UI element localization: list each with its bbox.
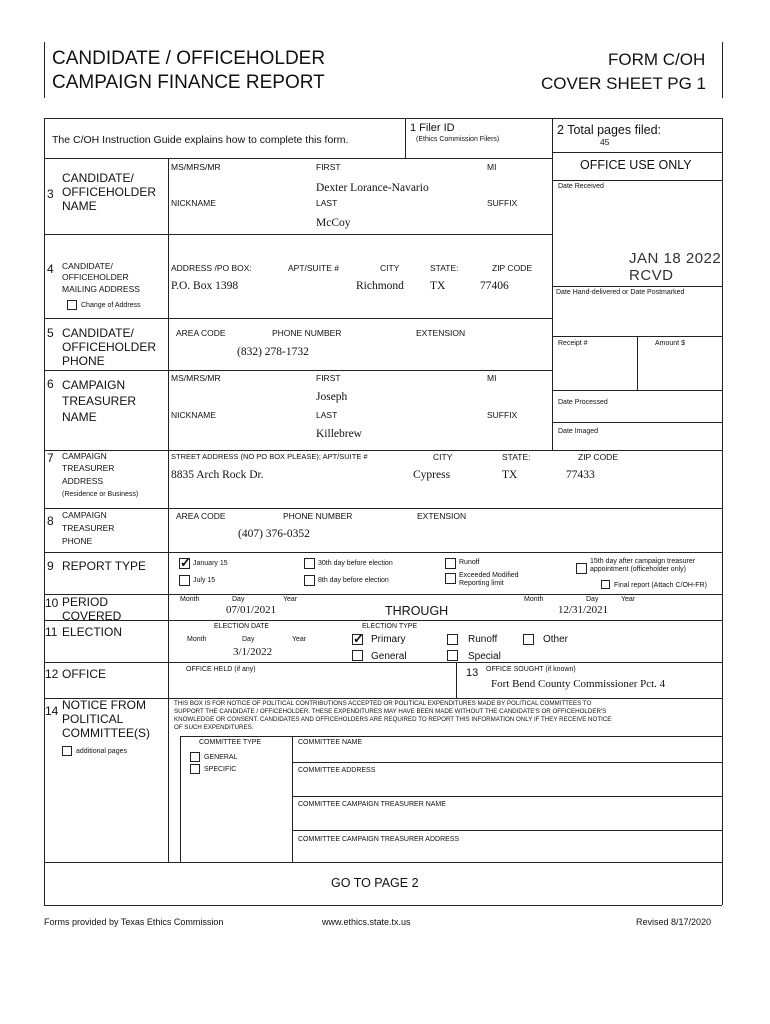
committee-name-label: COMMITTEE NAME [298, 739, 363, 746]
period-start-year-label: Year [283, 596, 298, 603]
report-runoff-checkbox[interactable] [445, 558, 456, 569]
section-4-label2: OFFICEHOLDER [62, 272, 129, 282]
section-14-label1: NOTICE FROM [62, 698, 146, 712]
period-start-month-label: Month [180, 596, 200, 603]
total-pages-value[interactable]: 45 [600, 137, 610, 147]
office-sought-label: OFFICE SOUGHT (if known) [486, 666, 576, 673]
section-7-label1: CAMPAIGN [62, 451, 107, 461]
section-8-label2: TREASURER [62, 523, 115, 533]
go-to-page-2: GO TO PAGE 2 [331, 876, 419, 890]
candidate-mi-label: MI [487, 162, 497, 172]
candidate-first-value[interactable]: Dexter Lorance-Navario [316, 182, 429, 194]
section-5-number: 5 [47, 326, 54, 340]
received-stamp: JAN 18 2022 RCVD [629, 250, 722, 284]
total-pages-label: 2 Total pages filed: [557, 123, 662, 137]
section-14-label2: POLITICAL [62, 712, 124, 726]
report-15day-checkbox[interactable] [576, 563, 587, 574]
report-exceeded-label2: Reporting limit [459, 580, 504, 587]
treasurer-first-label: FIRST [316, 373, 341, 383]
section-7-label4: (Residence or Business) [62, 491, 139, 498]
section-3-label2: OFFICEHOLDER [62, 185, 157, 199]
notice-line-4: OF SUCH EXPENDITURES. [174, 724, 254, 731]
treasurer-first-value[interactable]: Joseph [316, 391, 348, 403]
election-day-label: Day [242, 636, 255, 643]
treasurer-ms-label: MS/MRS/MR [171, 373, 221, 383]
section-11-number: 11 [45, 625, 58, 639]
mail-city-label: CITY [380, 263, 400, 273]
treasurer-city-label: CITY [433, 452, 453, 462]
treasurer-phone-label: PHONE NUMBER [283, 511, 353, 521]
treasurer-city-value[interactable]: Cypress [413, 469, 451, 481]
treasurer-street-value[interactable]: 8835 Arch Rock Dr. [171, 469, 264, 481]
mail-state-label: STATE: [430, 263, 459, 273]
candidate-last-label: LAST [316, 198, 338, 208]
treasurer-zip-label: ZIP CODE [578, 452, 618, 462]
election-general-label: General [371, 651, 407, 662]
change-of-address-checkbox[interactable] [67, 300, 77, 310]
election-runoff-checkbox[interactable] [447, 634, 458, 645]
election-month-label: Month [187, 636, 207, 643]
office-sought-value[interactable]: Fort Bend County Commissioner Pct. 4 [491, 678, 666, 690]
footer-provided-by: Forms provided by Texas Ethics Commission [44, 917, 224, 927]
committee-specific-checkbox[interactable] [190, 764, 200, 774]
filer-id-label: 1 Filer ID [410, 122, 455, 134]
report-jul15-label: July 15 [193, 577, 216, 584]
through-label: THROUGH [385, 604, 449, 618]
instruction-text: The C/OH Instruction Guide explains how to complete this form. [52, 134, 349, 146]
footer-revised: Revised 8/17/2020 [636, 917, 712, 927]
section-8-label1: CAMPAIGN [62, 510, 107, 520]
candidate-first-label: FIRST [316, 162, 341, 172]
committee-type-label: COMMITTEE TYPE [199, 739, 262, 746]
section-8-number: 8 [47, 514, 54, 528]
period-end-month-label: Month [524, 596, 544, 603]
filer-id-sublabel: (Ethics Commission Filers) [416, 136, 500, 143]
committee-specific-label: SPECIFIC [204, 766, 237, 773]
section-9-label: REPORT TYPE [62, 559, 147, 573]
form-title-line2: CAMPAIGN FINANCE REPORT [52, 72, 325, 93]
section-4-number: 4 [47, 262, 54, 276]
section-5-label2: OFFICEHOLDER [62, 340, 157, 354]
additional-pages-label: additional pages [76, 748, 127, 755]
treasurer-mi-label: MI [487, 373, 497, 383]
election-general-checkbox[interactable] [352, 650, 363, 661]
section-12-label: OFFICE [62, 667, 106, 681]
treasurer-last-value[interactable]: Killebrew [316, 428, 362, 440]
election-type-label: ELECTION TYPE [362, 623, 418, 630]
treasurer-nickname-label: NICKNAME [171, 410, 216, 420]
election-other-checkbox[interactable] [523, 634, 534, 645]
election-date-value[interactable]: 3/1/2022 [233, 646, 273, 658]
election-primary-label: Primary [371, 634, 406, 645]
section-5-label1: CANDIDATE/ [62, 326, 134, 340]
mail-address-label: ADDRESS /PO BOX: [171, 263, 252, 273]
section-7-label2: TREASURER [62, 463, 115, 473]
candidate-phone-value[interactable]: (832) 278-1732 [237, 346, 309, 358]
date-imaged-label: Date Imaged [558, 428, 599, 435]
section-3-label3: NAME [62, 199, 97, 213]
election-date-label: ELECTION DATE [214, 623, 270, 630]
hand-delivered-label: Date Hand-delivered or Date Postmarked [556, 289, 685, 296]
committee-treasurer-address-label: COMMITTEE CAMPAIGN TREASURER ADDRESS [298, 836, 460, 843]
section-6-label3: NAME [62, 410, 97, 424]
section-4-label3: MAILING ADDRESS [62, 284, 140, 294]
report-8day-checkbox[interactable] [304, 575, 315, 586]
treasurer-phone-value[interactable]: (407) 376-0352 [238, 528, 310, 540]
report-runoff-label: Runoff [459, 559, 480, 566]
report-jan15-checkbox[interactable] [179, 558, 190, 569]
candidate-last-value[interactable]: McCoy [316, 217, 351, 229]
report-15day-label1: 15th day after campaign treasurer [590, 558, 696, 565]
section-7-number: 7 [47, 451, 54, 465]
period-start-day-label: Day [232, 596, 245, 603]
candidate-area-code-label: AREA CODE [176, 328, 226, 338]
committee-treasurer-name-label: COMMITTEE CAMPAIGN TREASURER NAME [298, 801, 446, 808]
candidate-ms-label: MS/MRS/MR [171, 162, 221, 172]
election-special-label: Special [468, 651, 501, 662]
report-8day-label: 8th day before election [318, 577, 389, 584]
treasurer-area-code-label: AREA CODE [176, 511, 226, 521]
report-final-checkbox[interactable] [601, 580, 610, 589]
section-4-label1: CANDIDATE/ [62, 261, 113, 271]
report-exceeded-label1: Exceeded Modified [459, 572, 519, 579]
section-3-number: 3 [47, 187, 54, 201]
section-5-label3: PHONE [62, 354, 105, 368]
report-final-label: Final report (Attach C/OH-FR) [614, 582, 707, 589]
election-runoff-label: Runoff [468, 634, 498, 645]
form-subtitle: COVER SHEET PG 1 [541, 74, 707, 93]
mail-zip-value[interactable]: 77406 [480, 280, 509, 292]
section-12-number: 12 [45, 667, 59, 681]
period-end-year-label: Year [621, 596, 636, 603]
committee-address-label: COMMITTEE ADDRESS [298, 767, 376, 774]
election-special-checkbox[interactable] [447, 650, 458, 661]
report-15day-label2: appointment (officeholder only) [590, 566, 686, 573]
section-13-number: 13 [466, 667, 479, 679]
mail-zip-label: ZIP CODE [492, 263, 532, 273]
form-name: FORM C/OH [608, 50, 706, 69]
period-end-day-label: Day [586, 596, 599, 603]
treasurer-suffix-label: SUFFIX [487, 410, 518, 420]
candidate-phone-label: PHONE NUMBER [272, 328, 342, 338]
mail-state-value[interactable]: TX [430, 280, 446, 292]
mail-address-value[interactable]: P.O. Box 1398 [171, 280, 239, 292]
section-14-number: 14 [45, 704, 59, 718]
committee-general-label: GENERAL [204, 754, 238, 761]
additional-pages-checkbox[interactable] [62, 746, 72, 756]
amount-label: Amount $ [655, 340, 685, 347]
report-jan15-label: January 15 [193, 560, 228, 567]
notice-line-3: KNOWLEDGE OR CONSENT. CANDIDATES AND OFFICEHOLDERS ARE REQUIRED TO REPORT THIS INFORMATION ONLY IF THEY RECEIVE NOTICE [174, 716, 612, 723]
receipt-label: Receipt # [558, 340, 588, 347]
office-held-label: OFFICE HELD (if any) [186, 666, 256, 673]
election-primary-checkbox[interactable] [352, 634, 363, 645]
treasurer-last-label: LAST [316, 410, 338, 420]
section-3-label1: CANDIDATE/ [62, 171, 134, 185]
office-use-title: OFFICE USE ONLY [580, 158, 692, 172]
section-9-number: 9 [47, 559, 54, 573]
date-received-label: Date Received [558, 183, 604, 190]
period-end-value[interactable]: 12/31/2021 [558, 604, 609, 616]
form-title-line1: CANDIDATE / OFFICEHOLDER [52, 48, 326, 69]
report-30day-label: 30th day before election [318, 560, 393, 567]
committee-general-checkbox[interactable] [190, 752, 200, 762]
candidate-nickname-label: NICKNAME [171, 198, 216, 208]
footer-website: www.ethics.state.tx.us [322, 917, 411, 927]
candidate-extension-label: EXTENSION [416, 328, 466, 338]
section-14-label3: COMMITTEE(S) [62, 726, 150, 740]
change-of-address-label: Change of Address [81, 302, 141, 309]
mail-apt-label: APT/SUITE # [288, 263, 340, 273]
treasurer-street-label: STREET ADDRESS (NO PO BOX PLEASE); APT/SUITE # [171, 452, 368, 461]
report-exceeded-checkbox[interactable] [445, 573, 456, 584]
section-10-number: 10 [45, 596, 59, 610]
election-year-label: Year [292, 636, 307, 643]
notice-line-1: THIS BOX IS FOR NOTICE OF POLITICAL CONTRIBUTIONS ACCEPTED OR POLITICAL EXPENDITURES MADE BY POLITICAL COMMITTEES TO [174, 700, 592, 707]
section-8-label3: PHONE [62, 536, 93, 546]
mail-city-value[interactable]: Richmond [356, 280, 404, 292]
section-10-label2: COVERED [62, 609, 122, 623]
section-11-label: ELECTION [62, 625, 123, 639]
section-7-label3: ADDRESS [62, 476, 104, 486]
treasurer-extension-label: EXTENSION [417, 511, 467, 521]
candidate-suffix-label: SUFFIX [487, 198, 518, 208]
date-processed-label: Date Processed [558, 399, 608, 406]
section-6-label2: TREASURER [62, 394, 137, 408]
notice-line-2: SUPPORT THE CANDIDATE / OFFICEHOLDER. THESE EXPENDITURES MAY HAVE BEEN MADE WITHOUT THE CANDIDATE'S OR OFFICEHOLDER'S [174, 708, 607, 715]
section-6-number: 6 [47, 377, 54, 391]
treasurer-state-value[interactable]: TX [502, 469, 518, 481]
period-start-value[interactable]: 07/01/2021 [226, 604, 277, 616]
treasurer-state-label: STATE: [502, 452, 531, 462]
report-jul15-checkbox[interactable] [179, 575, 190, 586]
report-30day-checkbox[interactable] [304, 558, 315, 569]
treasurer-zip-value[interactable]: 77433 [566, 469, 595, 481]
section-10-label1: PERIOD [62, 595, 109, 609]
election-other-label: Other [543, 634, 569, 645]
section-6-label1: CAMPAIGN [62, 378, 126, 392]
